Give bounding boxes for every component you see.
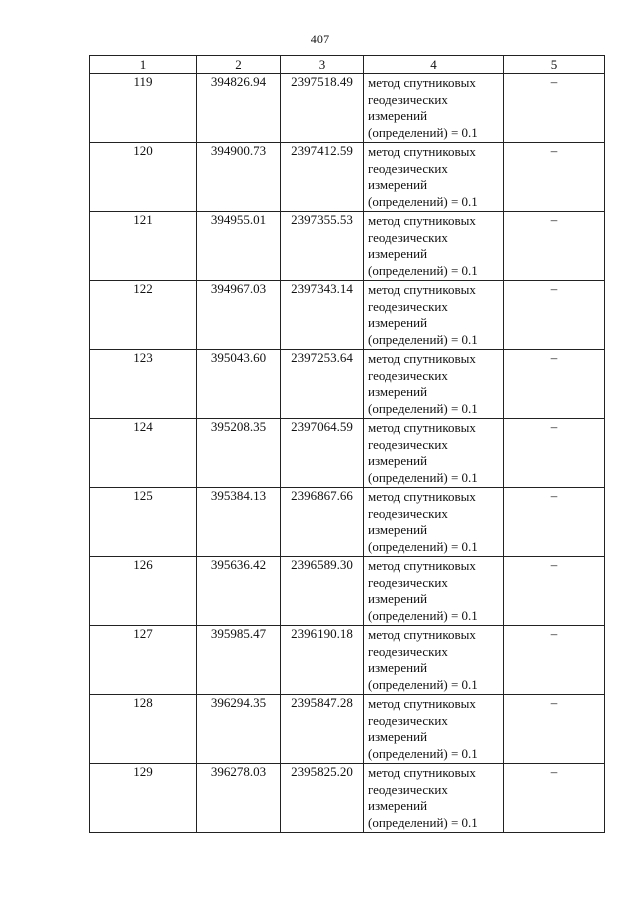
point-number-cell: 120: [90, 143, 197, 212]
point-number-cell: 127: [90, 626, 197, 695]
y-coordinate-cell: 2395825.20: [281, 764, 364, 833]
method-cell: метод спутниковых геодезических измерений (определений) = 0.1: [364, 695, 504, 764]
note-cell: –: [504, 419, 605, 488]
table-row: [90, 350, 605, 419]
point-number-cell: 121: [90, 212, 197, 281]
y-coordinate-cell: 2396589.30: [281, 557, 364, 626]
method-cell: метод спутниковых геодезических измерений (определений) = 0.1: [364, 143, 504, 212]
header-col-2: 2: [197, 56, 281, 74]
y-coordinate-cell: 2397343.14: [281, 281, 364, 350]
y-coordinate-cell: 2397355.53: [281, 212, 364, 281]
coordinates-table: [89, 55, 605, 833]
table-row: [90, 212, 605, 281]
x-coordinate-cell: 395636.42: [197, 557, 281, 626]
x-coordinate-cell: 395985.47: [197, 626, 281, 695]
point-number-cell: 128: [90, 695, 197, 764]
method-cell: метод спутниковых геодезических измерений (определений) = 0.1: [364, 557, 504, 626]
y-coordinate-cell: 2397518.49: [281, 74, 364, 143]
x-coordinate-cell: 395384.13: [197, 488, 281, 557]
note-cell: –: [504, 74, 605, 143]
table-body: [90, 74, 605, 833]
table-row: [90, 419, 605, 488]
method-cell: метод спутниковых геодезических измерений (определений) = 0.1: [364, 74, 504, 143]
method-cell: метод спутниковых геодезических измерений (определений) = 0.1: [364, 212, 504, 281]
x-coordinate-cell: 396294.35: [197, 695, 281, 764]
table-row: [90, 143, 605, 212]
point-number-cell: 119: [90, 74, 197, 143]
x-coordinate-cell: 396278.03: [197, 764, 281, 833]
x-coordinate-cell: 394967.03: [197, 281, 281, 350]
note-cell: –: [504, 626, 605, 695]
table-row: [90, 764, 605, 833]
header-col-5: 5: [504, 56, 605, 74]
table-row: [90, 557, 605, 626]
y-coordinate-cell: 2396190.18: [281, 626, 364, 695]
method-cell: метод спутниковых геодезических измерений (определений) = 0.1: [364, 350, 504, 419]
y-coordinate-cell: 2397064.59: [281, 419, 364, 488]
y-coordinate-cell: 2397253.64: [281, 350, 364, 419]
table-row: [90, 281, 605, 350]
table-header: [90, 56, 605, 74]
x-coordinate-cell: 395208.35: [197, 419, 281, 488]
point-number-cell: 123: [90, 350, 197, 419]
method-cell: метод спутниковых геодезических измерений (определений) = 0.1: [364, 764, 504, 833]
note-cell: –: [504, 350, 605, 419]
header-col-3: 3: [281, 56, 364, 74]
point-number-cell: 126: [90, 557, 197, 626]
point-number-cell: 129: [90, 764, 197, 833]
table-row: [90, 74, 605, 143]
method-cell: метод спутниковых геодезических измерений (определений) = 0.1: [364, 488, 504, 557]
x-coordinate-cell: 394900.73: [197, 143, 281, 212]
note-cell: –: [504, 695, 605, 764]
y-coordinate-cell: 2395847.28: [281, 695, 364, 764]
note-cell: –: [504, 143, 605, 212]
method-cell: метод спутниковых геодезических измерений (определений) = 0.1: [364, 419, 504, 488]
note-cell: –: [504, 281, 605, 350]
header-col-1: 1: [90, 56, 197, 74]
note-cell: –: [504, 488, 605, 557]
header-col-4: 4: [364, 56, 504, 74]
table-row: [90, 695, 605, 764]
y-coordinate-cell: 2396867.66: [281, 488, 364, 557]
table-row: [90, 626, 605, 695]
note-cell: –: [504, 212, 605, 281]
point-number-cell: 125: [90, 488, 197, 557]
y-coordinate-cell: 2397412.59: [281, 143, 364, 212]
x-coordinate-cell: 394955.01: [197, 212, 281, 281]
method-cell: метод спутниковых геодезических измерений (определений) = 0.1: [364, 281, 504, 350]
note-cell: –: [504, 557, 605, 626]
note-cell: –: [504, 764, 605, 833]
table-row: [90, 488, 605, 557]
page-number: 407: [310, 32, 330, 46]
header-row: [90, 56, 605, 74]
x-coordinate-cell: 395043.60: [197, 350, 281, 419]
method-cell: метод спутниковых геодезических измерений (определений) = 0.1: [364, 626, 504, 695]
point-number-cell: 122: [90, 281, 197, 350]
point-number-cell: 124: [90, 419, 197, 488]
x-coordinate-cell: 394826.94: [197, 74, 281, 143]
